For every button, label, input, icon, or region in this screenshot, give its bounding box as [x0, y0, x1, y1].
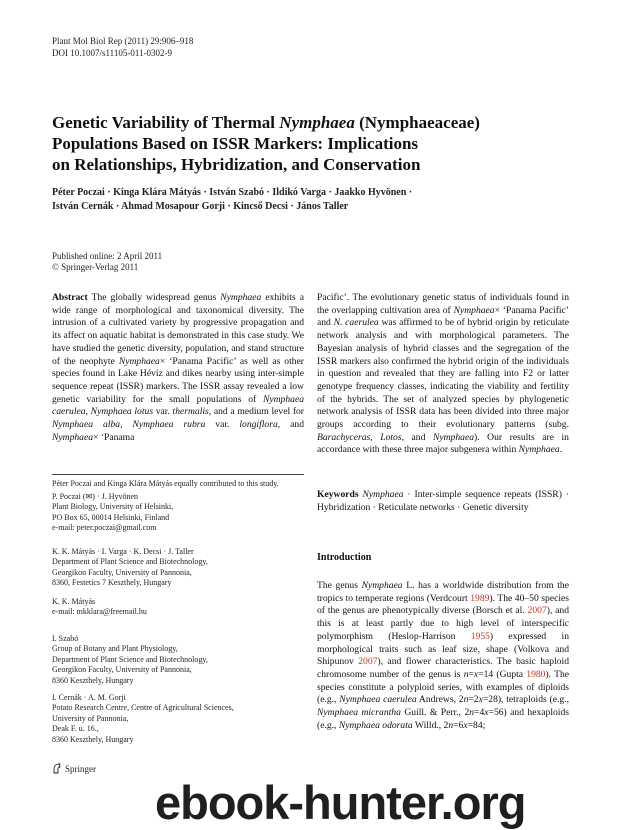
title-part1: Genetic Variability of Thermal	[52, 113, 280, 132]
keywords	[317, 489, 569, 514]
affiliation-line: Department of Plant Science and Biotechnology,	[52, 654, 208, 664]
copyright: © Springer-Verlag 2011	[52, 262, 139, 272]
authors-line2: István Cernák · Ahmad Mosapour Gorji · Kincső Decsi · János Taller	[52, 201, 349, 212]
keywords-label: Keywords	[317, 489, 359, 500]
affiliation-line: Georgikon Faculty, University of Pannonia,	[52, 567, 192, 577]
publisher-name: Springer	[65, 763, 96, 774]
affiliation-line: Deak F. u. 16.,	[52, 724, 99, 734]
affiliation-block	[52, 597, 302, 618]
footnote-divider	[52, 474, 304, 475]
affiliation-block	[52, 547, 302, 589]
journal-citation: Plant Mol Biol Rep (2011) 29:906–918	[52, 36, 194, 46]
affiliation-line: K. K. Mátyás · I. Varga · K. Decsi · J. Taller	[52, 547, 194, 556]
contribution-footnote: Péter Poczai and Kinga Klára Mátyás equally contributed to this study.	[52, 479, 279, 488]
keywords-text: Nymphaea · Inter-simple sequence repeats (ISSR) · Hybridization · Reticulate networks · Genetic diversity	[317, 489, 569, 513]
title-line3: on Relationships, Hybridization, and Conservation	[52, 155, 421, 174]
springer-horse-icon	[52, 763, 62, 774]
article-title	[52, 112, 582, 175]
affiliation-line: P. Poczai (✉) · J. Hyvönen	[52, 492, 139, 501]
affiliation-line: e-mail: peter.poczai@gmail.com	[52, 523, 157, 533]
affiliation-line: Plant Biology, University of Helsinki,	[52, 502, 174, 512]
publisher-mark	[52, 763, 96, 774]
doi: DOI 10.1007/s11105-011-0302-9	[52, 48, 172, 58]
affiliation-line: e-mail: mkklara@freemail.hu	[52, 607, 147, 617]
affiliation-line: K. K. Mátyás	[52, 597, 96, 606]
affiliation-block	[52, 634, 302, 686]
affiliation-line: I. Cernák · A. M. Gorji	[52, 693, 126, 702]
affiliation-block	[52, 693, 302, 745]
author-list	[52, 186, 572, 214]
affiliation-block	[52, 492, 302, 534]
title-part2: (Nymphaeaceae)	[354, 113, 480, 132]
affiliation-line: PO Box 65, 00014 Helsinki, Finland	[52, 512, 170, 522]
affiliation-line: Potato Research Centre, Centre of Agricultural Sciences,	[52, 703, 234, 713]
abstract-left-column	[52, 292, 304, 444]
journal-header	[52, 35, 193, 59]
affiliation-line: Group of Botany and Plant Physiology,	[52, 644, 178, 654]
affiliation-line: I. Szabó	[52, 634, 79, 643]
affiliation-line: University of Pannonia,	[52, 713, 129, 723]
affiliation-line: 8360 Keszthely, Hungary	[52, 675, 134, 685]
published-date: Published online: 2 April 2011	[52, 251, 163, 261]
affiliation-line: 8360 Keszthely, Hungary	[52, 734, 134, 744]
title-line2: Populations Based on ISSR Markers: Implications	[52, 134, 419, 153]
affiliation-line: Department of Plant Science and Biotechnology,	[52, 557, 208, 567]
abstract-label: Abstract	[52, 292, 88, 303]
affiliation-line: 8360, Festetics 7 Keszthely, Hungary	[52, 578, 172, 588]
authors-line1: Péter Poczai · Kinga Klára Mátyás · István Szabó · Ildikó Varga · Jaakko Hyvönen ·	[52, 187, 413, 198]
title-genus: Nymphaea	[279, 113, 355, 132]
abstract-text-left: The globally widespread genus Nymphaea exhibits a wide range of morphological and taxonomical diversity. The intrusion of a cultivated variety by progressive propagation and its affect on aquatic habitat is demonstrated in this case study. We have studied the genetic diversity, population, and stand structure of the neophyte Nymphaea× ‘Panama Pacific’ as well as other species found in Lake Hévíz and dikes nearby using inter-simple sequence repeat (ISSR) markers. The ISSR assay revealed a low genetic variability for the small populations of Nymphaea caerulea, Nymphaea lotus var. thermalis, and a medium level for Nymphaea alba, Nymphaea rubra var. longiflora, and Nymphaea× ‘Panama	[52, 292, 305, 443]
abstract-right-column: Pacific’. The evolutionary genetic status of individuals found in the overlapping cultivation area of Nymphaea× ‘Panama Pacific’ and N. caerulea was affirmed to be of hybrid origin by reticulate network analysis and with morphological parameters. The Bayesian analysis of hybrid classes and the segregation of the ISSR markers also confirmed the hybrid origin of the individuals in question and revealed that they are falling into F2 or latter genotype frequency classes, indicating the viability and fertility of the hybrids. The set of analyzed species by phylogenetic network analysis of ISSR data has been divided into three major groups according to their evolutionary patterns (subg. Barachyceras, Lotos, and Nymphaea). Our results are in accordance with these three major subgenera within Nymphaea.	[317, 292, 570, 456]
section-heading-introduction: Introduction	[317, 552, 372, 563]
watermark: ebook-hunter.org	[155, 776, 526, 829]
introduction-text: The genus Nymphaea L. has a worldwide distribution from the tropics to temperate regions (Verdcourt 1989). The 40–50 species of the genus are phenotypically diverse (Borsch et al. 2007), and this is at least partly due to high level of interspecific polymorphism (Heslop-Harrison 1955) expressed in morphological traits such as leaf size, shape (Volkova and Shipunov 2007), and flower characteristics. The basic haploid chromosome number of the genus is n=x=14 (Gupta 1980). The species constitute a polyploid series, with examples of diploids (e.g., Nymphaea caerulea Andrews, 2n=2x=28), tetraploids (e.g., Nymphaea micrantha Guill. & Perr., 2n=4x=56) and hexaploids (e.g., Nymphaea odorata Willd., 2n=6x=84;	[317, 580, 570, 731]
affiliation-line: Georgikon Faculty, University of Pannonia,	[52, 665, 192, 675]
publication-info	[52, 251, 162, 273]
